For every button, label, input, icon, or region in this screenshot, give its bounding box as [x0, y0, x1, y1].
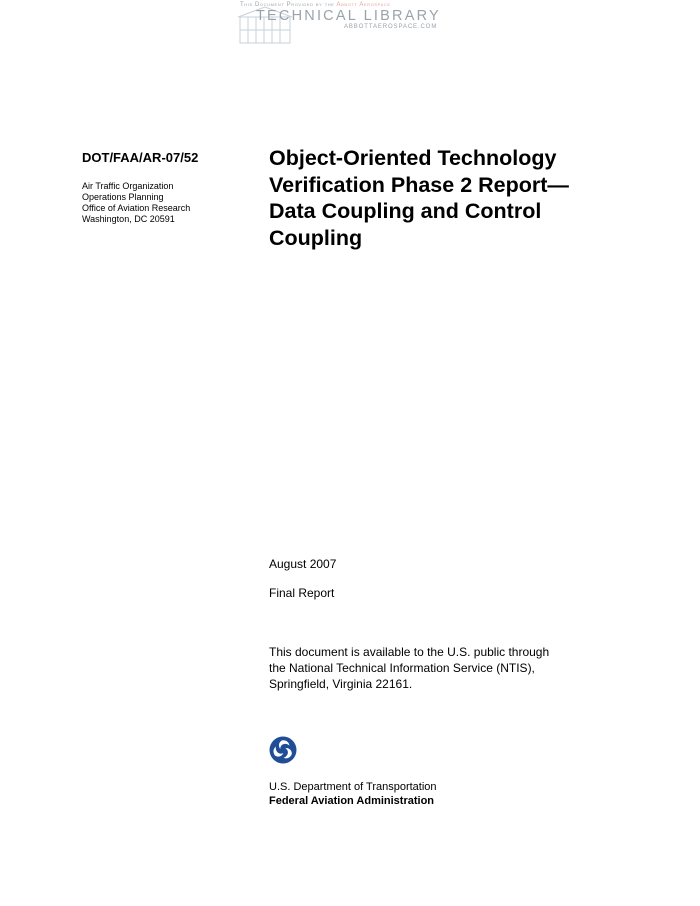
issuing-agency: [269, 780, 437, 808]
watermark-library-name: TECHNICAL LIBRARY: [256, 8, 441, 24]
title-line: Data Coupling and Control: [269, 199, 542, 223]
department-name: U.S. Department of Transportation: [269, 781, 437, 793]
watermark-header: [236, 0, 466, 48]
watermark-website: ABBOTTAEROSPACE.COM: [344, 24, 438, 30]
organization-address: [82, 181, 190, 225]
organization-line: Air Traffic Organization: [82, 181, 174, 191]
agency-name: Federal Aviation Administration: [269, 795, 435, 807]
organization-line: Operations Planning: [82, 192, 164, 202]
report-type: Final Report: [269, 586, 335, 600]
document-title: [269, 145, 609, 251]
title-line: Coupling: [269, 225, 363, 250]
availability-line: Springfield, Virginia 22161.: [269, 677, 413, 691]
dot-tri-swirl-icon: [269, 736, 297, 764]
report-number: DOT/FAA/AR-07/52: [82, 150, 199, 165]
title-line: Verification Phase 2 Report—: [269, 172, 569, 197]
availability-line: This document is available to the U.S. public through: [269, 645, 550, 659]
availability-statement: [269, 644, 549, 692]
availability-line: the National Technical Information Service (NTIS),: [269, 661, 535, 675]
watermark-provided-by: This Document Provided by the Abbott Aerospace: [240, 2, 391, 8]
organization-line: Office of Aviation Research: [82, 203, 191, 213]
title-line: Object-Oriented Technology: [269, 146, 557, 170]
publication-date: August 2007: [269, 557, 337, 571]
organization-line: Washington, DC 20591: [82, 214, 175, 224]
